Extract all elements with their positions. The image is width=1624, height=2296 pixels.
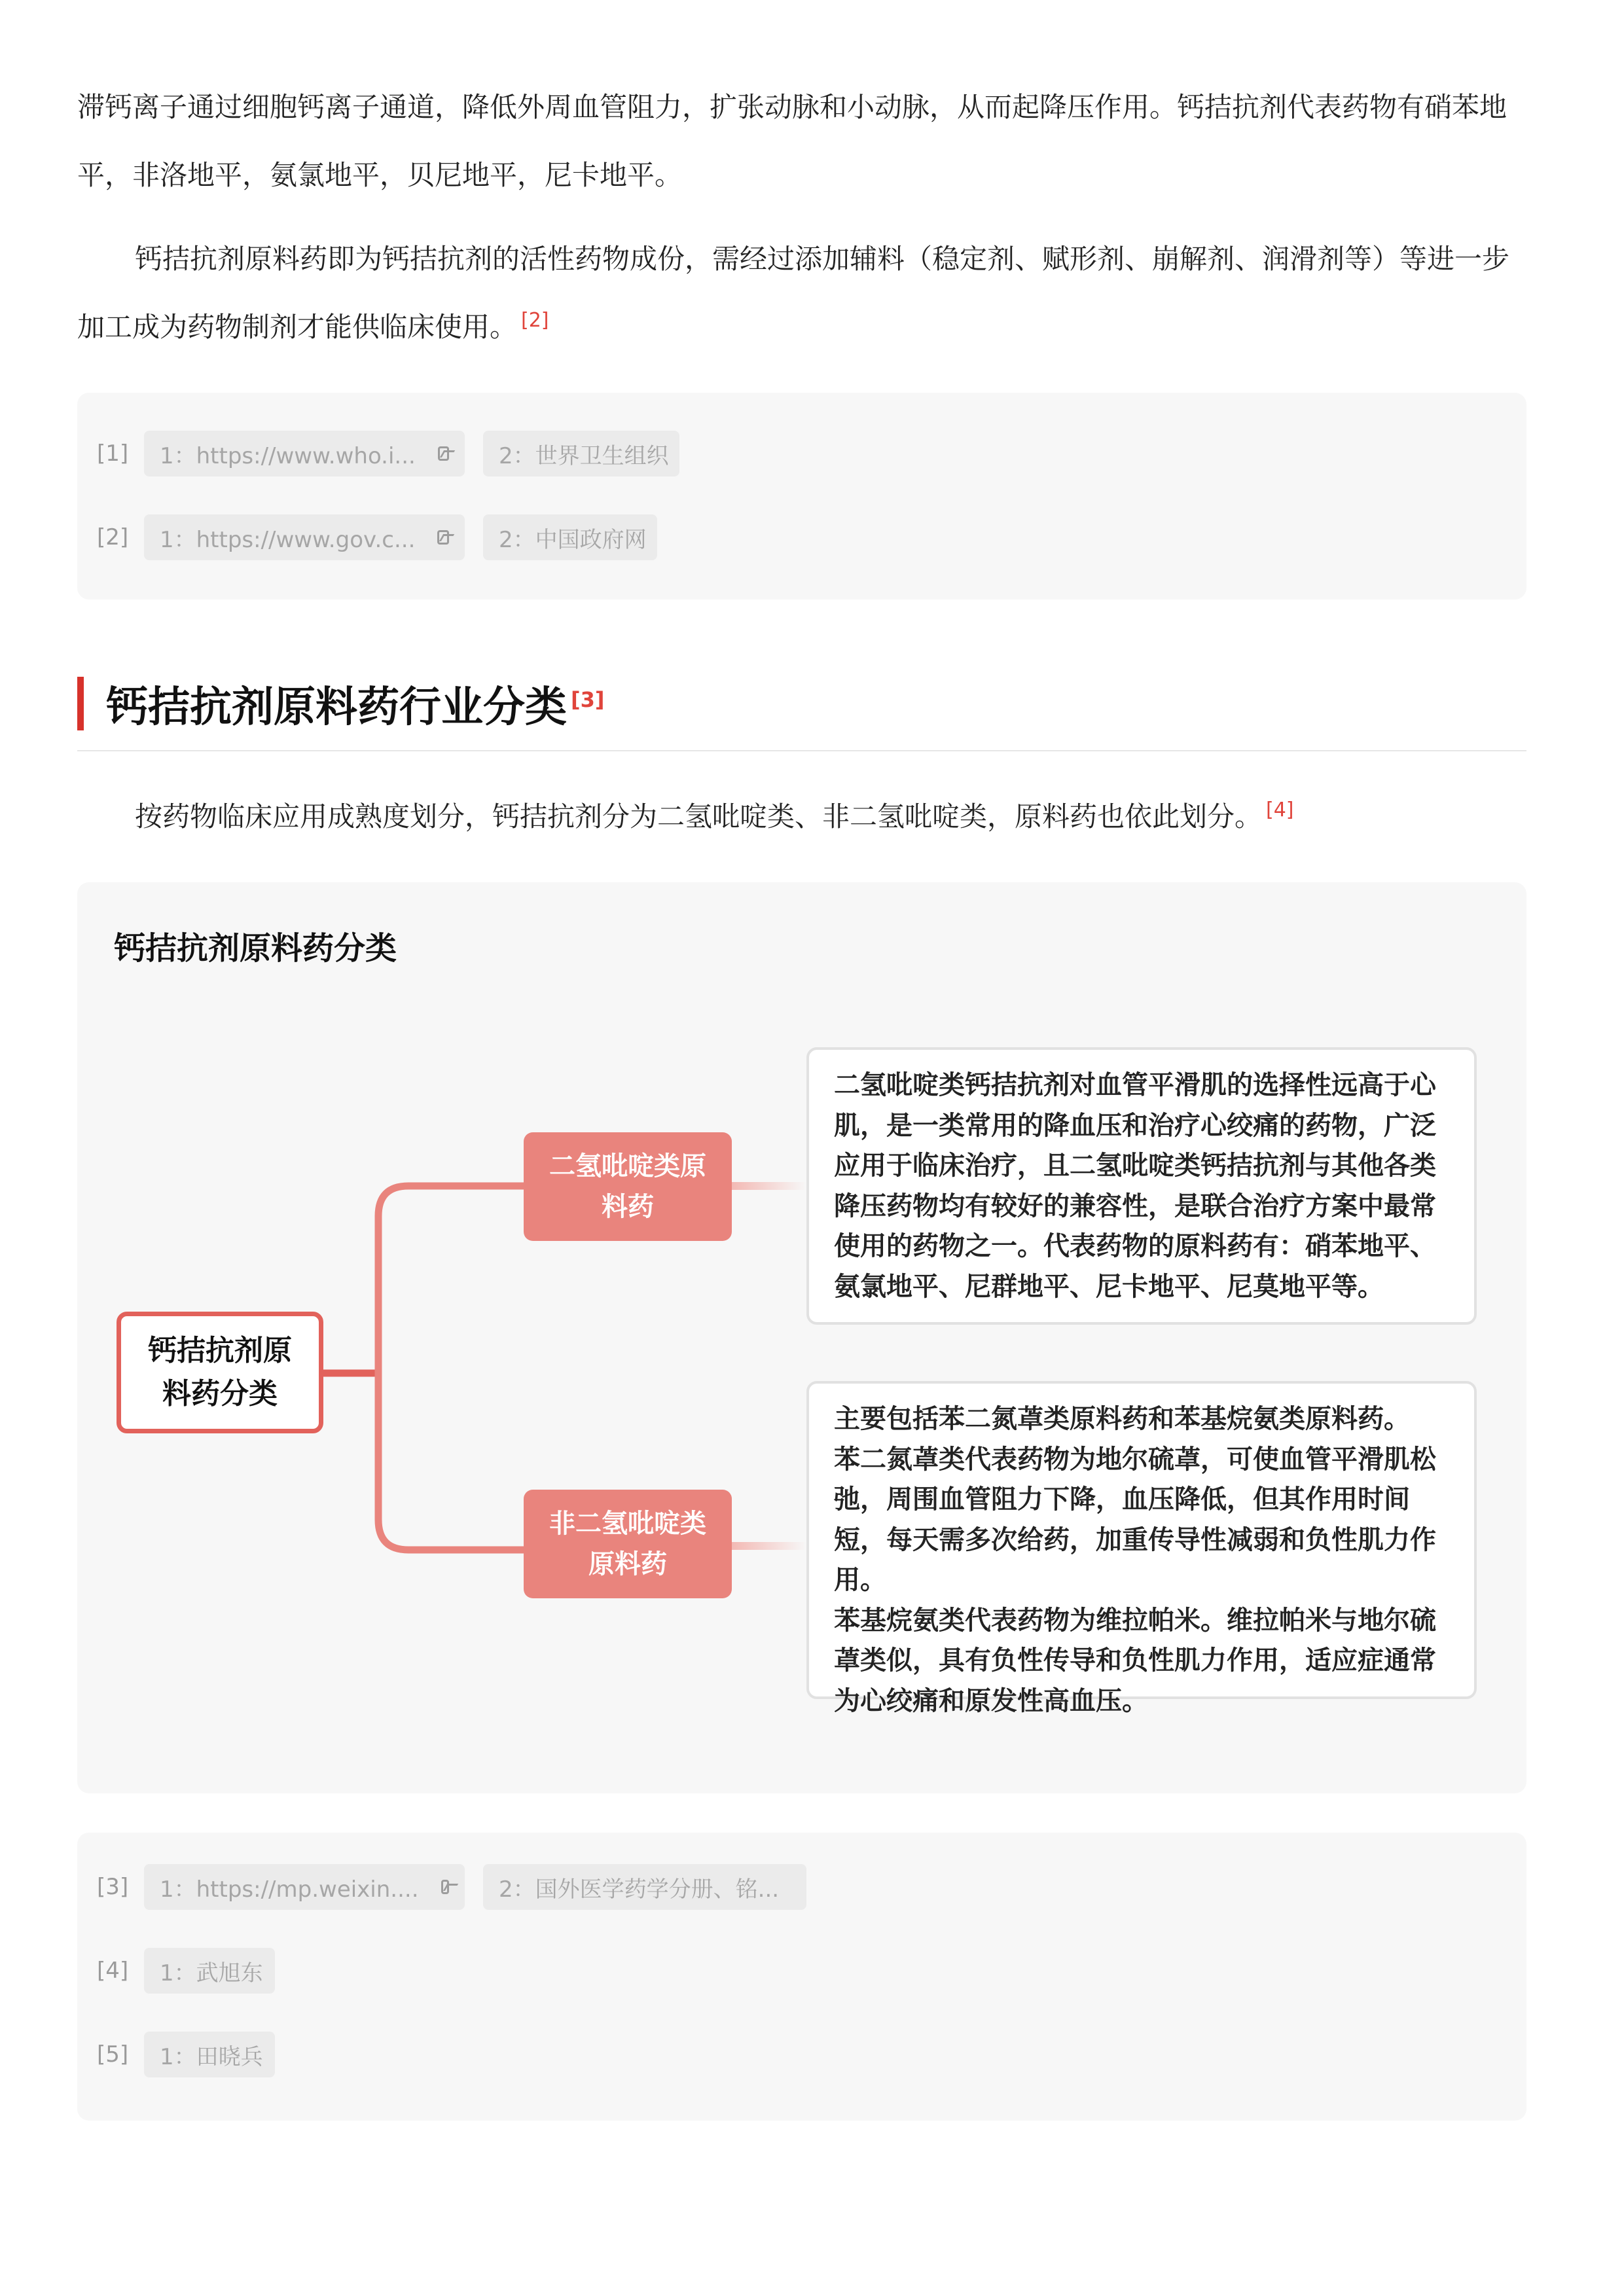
reference-row-4 bbox=[97, 1948, 293, 1994]
reference-number: [4] bbox=[97, 1958, 129, 1984]
image-icon bbox=[441, 1880, 449, 1894]
reference-row-3 bbox=[97, 1864, 825, 1910]
reference-row-5 bbox=[97, 2032, 293, 2077]
section-paragraph-text: 按药物临床应用成熟度划分，钙拮抗剂分为二氢吡啶类、非二氢吡啶类，原料药也依此划分。 bbox=[135, 800, 1263, 833]
reference-author-chip[interactable]: 1：武旭东 bbox=[144, 1948, 275, 1994]
leaf-connector-2 bbox=[732, 1542, 806, 1550]
reference-number: [2] bbox=[97, 524, 129, 550]
ref-link-3[interactable]: [3] bbox=[571, 687, 605, 712]
reference-source-chip[interactable]: 2：中国政府网 bbox=[483, 514, 657, 560]
reference-box-bottom bbox=[77, 1833, 1526, 2121]
reference-link-chip[interactable] bbox=[144, 1864, 465, 1910]
chip-label: 1：https://mp.weixin.... bbox=[160, 1876, 419, 1903]
root-label: 钙拮抗剂原 料药分类 bbox=[148, 1334, 292, 1410]
leaf-connector-1 bbox=[732, 1182, 806, 1190]
reference-source-chip[interactable]: 2：世界卫生组织 bbox=[483, 431, 679, 476]
reference-number: [3] bbox=[97, 1874, 129, 1900]
mindmap-leaf-dihydropyridine: 二氢吡啶类钙拮抗剂对血管平滑肌的选择性远高于心肌，是一类常用的降血压和治疗心绞痛的药物，广泛应用于临床治疗，且二氢吡啶类钙拮抗剂与其他各类降压药物均有较好的兼容性，是联合治疗方案中最常使用的药物之一。代表药物的原料药有：硝苯地平、氨氯地平、尼群地平、尼卡地平、尼莫地平等。 bbox=[806, 1047, 1477, 1325]
branch-connector bbox=[378, 1186, 524, 1550]
ref-link-2[interactable]: [2] bbox=[521, 309, 549, 332]
reference-number: [1] bbox=[97, 440, 129, 467]
section-title-text: 钙拮抗剂原料药行业分类 bbox=[106, 683, 567, 732]
reference-source-chip[interactable]: 2：国外医学药学分册、铭... bbox=[483, 1864, 806, 1910]
ref-link-4[interactable]: [4] bbox=[1266, 798, 1294, 821]
reference-author-chip[interactable]: 1：田晓兵 bbox=[144, 2032, 275, 2077]
mindmap-title: 钙拮抗剂原料药分类 bbox=[114, 930, 397, 967]
reference-number: [5] bbox=[97, 2041, 129, 2068]
intro-paragraph-1: 滞钙离子通过细胞钙离子通道，降低外周血管阻力，扩张动脉和小动脉，从而起降压作用。钙拮抗剂代表药物有硝苯地平，非洛地平，氨氯地平，贝尼地平，尼卡地平。 bbox=[77, 91, 1507, 191]
chip-label: 1：https://www.gov.c... bbox=[160, 526, 416, 553]
chip-label: 1：https://www.who.i... bbox=[160, 442, 416, 469]
branch-label: 非二氢吡啶类 原料药 bbox=[549, 1509, 706, 1579]
intro-paragraph-2-text: 钙拮抗剂原料药即为钙拮抗剂的活性药物成份，需经过添加辅料（稳定剂、赋形剂、崩解剂、润滑剂等）等进一步加工成为药物制剂才能供临床使用。 bbox=[77, 243, 1510, 343]
branch-label: 二氢吡啶类原 料药 bbox=[549, 1151, 706, 1222]
mindmap-root-node bbox=[117, 1312, 323, 1433]
mindmap-leaf-non-dihydropyridine: 主要包括苯二氮䓬类原料药和苯基烷氨类原料药。 苯二氮䓬类代表药物为地尔硫䓬，可使血管平滑肌松弛，周围血管阻力下降，血压降低，但其作用时间短，每天需多次给药，加重传导性减弱和负性肌力作用。 苯基烷氨类代表药物为维拉帕米。维拉帕米与地尔硫䓬类似，具有负性传导和负性肌力作用，适应症通常为心绞痛和原发性高血压。 bbox=[806, 1381, 1477, 1699]
mindmap-branch-non-dihydropyridine bbox=[524, 1490, 732, 1598]
mindmap-branch-dihydropyridine bbox=[524, 1132, 732, 1241]
